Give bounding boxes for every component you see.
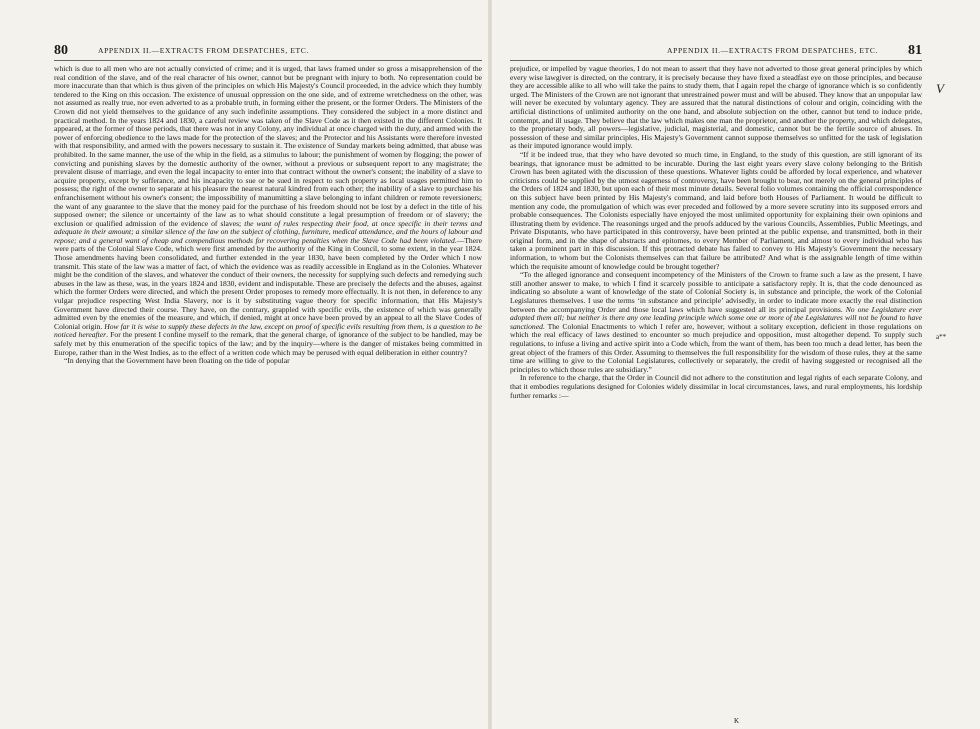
text-segment: “In denying that the Government have been floating on the tide of popular	[64, 356, 290, 366]
right-paragraph-2	[510, 151, 922, 271]
footnote-mark: a**	[936, 333, 947, 341]
right-paragraph-4	[510, 374, 922, 400]
signature-mark: K	[734, 717, 740, 725]
right-page-body	[510, 65, 922, 400]
left-page-number: 80	[54, 43, 68, 58]
left-paragraph-2	[54, 357, 482, 366]
text-segment: .—There were parts of the Colonial Slave Code, which were first amended by the authority of the King in Council, to some extent, in the year 1824. Those amendments having been consolidated, and further extended in the year 1830, have been completed by the Order which I now transmit. This state of the law was a matter of fact, of which the evidence was as readily accessible in England as in the Colonies. Whatever might be the condition of the slaves, and whatever the conduct of their owners, the necessity for supplying such defects and remedying such abuses in the law as these, was, in the years 1824 and 1830, evident and indisputable. These are precisely the defects and the abuses, against which the former Orders were directed, and which the present Order proposes to remedy more effectually. It is not then, in deference to any vulgar prejudice respecting West India Slavery, nor is it by substituting vague theory for specific information, that His Majesty's Government have directed their course. They have, on the contrary, grappled with specific evils, the existence of which was generally admitted even by the enemies of the measure, and which, if denied, might at once have been proved by an appeal to all the Slave Codes of Colonial origin.	[54, 235, 482, 331]
right-page-number: 81	[908, 43, 922, 58]
text-segment: “If it be indeed true, that they who have devoted so much time, in England, to the study of this question, are still ignorant of its bearings, that ignorance must be admitted to be incurable. During the last eight years every slave colony belonging to the British Crown has been agitated with the discussion of these questions. Whatever lights could be afforded by local experience, and whatever criticisms could be supplied by the utmost eagerness of controversy, have been brought to bear, not merely on the general principles of the Orders of 1824 and 1830, but upon each of their most minute details. Several folio volumes containing the official correspondence on this subject have been printed by His Majesty's command, and laid before both Houses of Parliament. It would be difficult to mention any code, the promulgation of which was ever preceded and followed by a more severe scrutiny into its supposed errors and probable consequences. The Colonists especially have enjoyed the most unlimited opportunity for explaining their own opinions and illustrating them by evidence. The reasonings urged and the proofs adduced by the various Councils, Assemblies, Public Meetings, and Private Disputants, who have participated in this controversy, have been printed at the public expense, and transmitted, both in their original form, and in the shape of abstracts and epitomes, to every Member of Parliament, and almost to every individual who has taken a prominent part in this discussion. If this protracted debate has failed to convey to His Majesty's Government the necessary information, to whom but the Colonists themselves can that failure be attributed? And what is the assignable length of time within which the requisite amount of knowledge could be brought together?	[510, 149, 922, 271]
italic-segment: How far it is wise to supply these defects in the law, except on proof of specific evils resulting from them, is a question to be noticed hereafter	[54, 321, 482, 340]
text-segment: In reference to the charge, that the Order in Council did not adhere to the constitution and legal rights of each separate Colony, and that it embodies regulations designed for Colonies widely dissimilar in local circumstances, laws, and rural employments, his lordship further remarks :—	[510, 373, 922, 400]
text-segment: which is due to all men who are not actually convicted of crime; and it is urged, that laws framed under so gross a misapprehension of the real condition of the slave, and of the real character of his owner, cannot but be pregnant with injury to both. No representation could be more inaccurate than that which is thus given of the principles on which His Majesty's Council proceeded, in the advice which they humbly tendered to the King on this occasion. The existence of unusual oppression on the one side, and of extreme wretchedness on the other, was not assumed as really true, nor even adverted to as a probable truth, in forming either the present, or the former Orders. The Ministers of the Crown did not yield themselves to the guidance of any such indefinite assumptions. They considered the subject in a more distinct and practical method. In the years 1824 and 1830, a careful review was taken of the Slave Code as it then existed in the different Colonies. It appeared, at the former of those periods, that there was not in any Colony, any individual at once charged with the duty, and armed with the power of enforcing obedience to the laws made for the protection of the slaves; and the Protector and his Assistants were therefore invested with that responsibility, and armed with the powers necessary to sustain it. The existence of Sunday markets being admitted, that abuse was prohibited. In the same manner, the use of the whip in the field, as a stimulus to labour; the punishment of women by flogging; the power of convicting and punishing slaves by the domestic authority of the owner, without a previous or subsequent report to any magistrate; the prevalent disuse of marriage, and even the legal incapacity to enter into that contract without the owner's consent; the inability of a slave to acquire property, except by sufferance, and his incapacity to sue or be sued in respect to such property as local usages permitted him to possess; the right of the owner to separate at his pleasure the nearest natural kindred from each other; the inability of a slave to purchase his enfranchisement without his owner's consent; the impossibility of manumitting a slave belonging to infant children or remote reversioners; the want of any guarantee to the slave that the money paid for the purchase of his freedom should not be lost by a defect in the title of his supposed owner; the silence or uncertainty of the law as to what should constitute a legal presumption of freedom or of slavery; the exclusion or qualified admission of the evidence of slaves;	[54, 64, 482, 228]
right-paragraph-3	[510, 271, 922, 374]
text-segment: prejudice, or impelled by vague theories, I do not mean to assert that they have not adverted to those great general principles by which every wise lawgiver is directed, on the contrary, it is precisely because they have fixed a steadfast eye on those principles, and because they are accessible alike to all who will take the pains to study them, that I again repel the charge of ignorance which is so confidently urged. The Ministers of the Crown are not ignorant that unrestrained power must and will be abused. They know that an unpopular law will never be executed by voluntary agency. They are assured that the natural distinctions of colour and origin, coinciding with the artificial distinctions of unlimited authority on the one hand, and absolute subjection on the other, cannot but tend to induce pride, contempt, and ill usage. They believe that the law which makes one man the proprietor, and another the property, and which delegates, to the proprietary body, all powers—legislative, judicial, magisterial, and domestic, cannot but be the fertile source of abuses. In possession of these and similar principles, His Majesty's Government cannot suppose themselves so unfitted for the task of legislation as their imputed ignorance would imply.	[510, 64, 922, 151]
left-page-header	[54, 44, 482, 61]
right-page	[490, 0, 980, 729]
left-running-head: APPENDIX II.—EXTRACTS FROM DESPATCHES, ETC.	[98, 46, 309, 55]
left-paragraph-1	[54, 65, 482, 357]
italic-segment: No one Legislature ever adopted them all; but neither is there any one leading principle which some one or more of the Legislatures will not be found to have sanctioned	[510, 304, 922, 331]
right-paragraph-1	[510, 65, 922, 151]
italic-segment: the want of rules respecting their food, at once specific in their terms and adequate in their amount; a similar silence of the law on the subject of clothing, furniture, medical attendance, and the hours of labour and repose; and a general want of cheap and compendious methods for recovering penalties when the Slave Code had been violated	[54, 218, 482, 245]
right-running-head: APPENDIX II.—EXTRACTS FROM DESPATCHES, ETC.	[667, 46, 878, 55]
margin-annotation: V	[936, 81, 944, 96]
left-page-body	[54, 65, 482, 366]
text-segment: . For the present I confine myself to the remark, that the general charge, of ignorance of the subject to be handled, may be safely met by this enumeration of the specific topics of the law; and by the inquiry—where is the danger of mistakes being committed in Europe, rather than in the West Indies, as to the effect of a written code which may be perused with equal deliberation in either country?	[54, 330, 483, 357]
text-segment: “To the alleged ignorance and consequent incompetency of the Ministers of the Crown to frame such a law as the present, I have still another answer to make, to which I find it scarcely possible to anticipate a satisfactory reply. It is, that the code denounced as indicating so absolute a want of knowledge of the state of Colonial Society is, in substance and principle, the work of the Colonial Legislatures themselves. I use the terms ‘in substance and principle’ advisedly, in order to indicate more exactly the real distinction between the accompanying Order and those local laws which have suggested all its principal provisions.	[510, 270, 922, 314]
text-segment: . The Colonial Enactments to which I refer are, however, without a solitary exception, deficient in those regulations on which the real efficacy of laws destined to encounter so much prejudice and opposition, must altogether depend. To supply such regulations, to infuse a living and active spirit into a Code which, from the want of them, has been too much a dead letter, has been the great object of the framers of this Order. Assuming to themselves the full responsibility for the wisdom of those rules, they at the same time are willing to give to the Colonial Legislatures, collectively or separately, the credit of having suggested or recognised all the principles to which those rules are subsidiary.”	[510, 321, 922, 374]
right-page-header	[510, 44, 922, 61]
